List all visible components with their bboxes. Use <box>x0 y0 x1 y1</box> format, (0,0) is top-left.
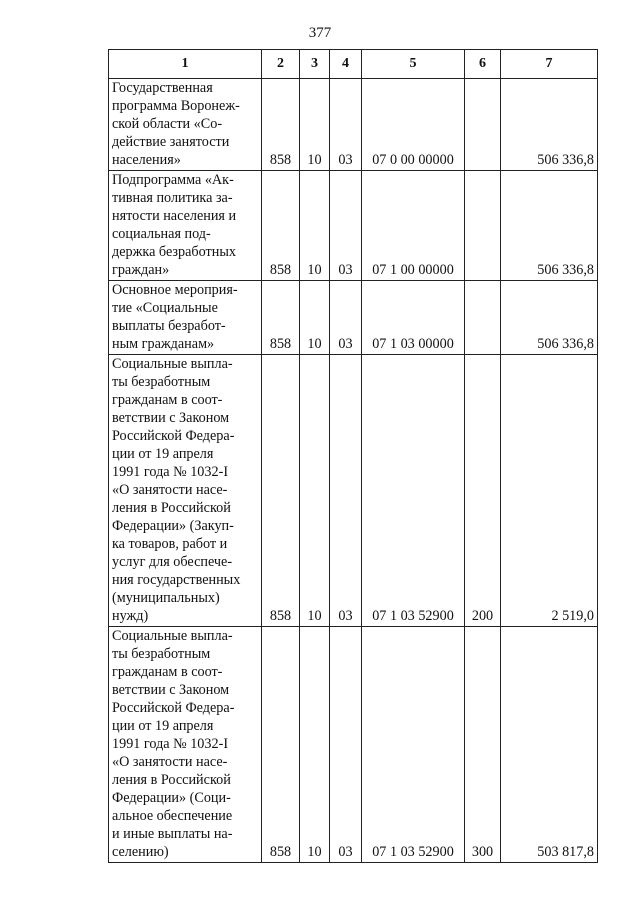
row-section-code: 10 <box>300 171 330 281</box>
row-subsection-code: 03 <box>330 171 362 281</box>
row-section-code: 10 <box>300 627 330 863</box>
row-department-code: 858 <box>262 355 300 627</box>
row-expense-type: 300 <box>465 627 501 863</box>
row-department-code: 858 <box>262 171 300 281</box>
row-amount: 506 336,8 <box>501 171 598 281</box>
row-subsection-code: 03 <box>330 281 362 355</box>
row-target-article: 07 1 03 52900 <box>362 355 465 627</box>
row-expense-type <box>465 281 501 355</box>
header-col-3: 3 <box>300 50 330 79</box>
row-name: Социальные выпла- ты безработным гражданам в соот- ветствии с Законом Российской Федера- ции от 19 апреля 1991 года № 1032-I «О занятости насе- ления в Российской Федерации» (Соци- альное обеспечение и иные выплаты на- селению) <box>109 627 262 863</box>
row-name: Социальные выпла- ты безработным гражданам в соот- ветствии с Законом Российской Федера- ции от 19 апреля 1991 года № 1032-I «О занятости насе- ления в Российской Федерации» (Закуп- ка товаров, работ и услуг для обеспече- ния государственных (муниципальных) нужд) <box>109 355 262 627</box>
row-subsection-code: 03 <box>330 355 362 627</box>
row-name: Основное мероприя- тие «Социальные выплаты безработ- ным гражданам» <box>109 281 262 355</box>
header-col-4: 4 <box>330 50 362 79</box>
table-row <box>109 355 598 627</box>
row-amount: 506 336,8 <box>501 79 598 171</box>
row-section-code: 10 <box>300 355 330 627</box>
page-number: 377 <box>308 25 332 41</box>
row-name: Подпрограмма «Ак- тивная политика за- нятости населения и социальная под- держка безработных граждан» <box>109 171 262 281</box>
header-col-7: 7 <box>501 50 598 79</box>
header-col-6: 6 <box>465 50 501 79</box>
header-col-2: 2 <box>262 50 300 79</box>
row-amount: 503 817,8 <box>501 627 598 863</box>
row-department-code: 858 <box>262 281 300 355</box>
row-expense-type <box>465 171 501 281</box>
row-department-code: 858 <box>262 79 300 171</box>
row-amount: 506 336,8 <box>501 281 598 355</box>
header-col-1: 1 <box>109 50 262 79</box>
table-row <box>109 171 598 281</box>
header-col-5: 5 <box>362 50 465 79</box>
row-subsection-code: 03 <box>330 627 362 863</box>
row-amount: 2 519,0 <box>501 355 598 627</box>
row-section-code: 10 <box>300 79 330 171</box>
budget-table <box>108 49 598 863</box>
table-row <box>109 281 598 355</box>
row-subsection-code: 03 <box>330 79 362 171</box>
row-name: Государственная программа Воронеж- ской области «Со- действие занятости населения» <box>109 79 262 171</box>
row-expense-type: 200 <box>465 355 501 627</box>
row-section-code: 10 <box>300 281 330 355</box>
row-target-article: 07 1 03 52900 <box>362 627 465 863</box>
row-target-article: 07 1 03 00000 <box>362 281 465 355</box>
row-target-article: 07 0 00 00000 <box>362 79 465 171</box>
row-department-code: 858 <box>262 627 300 863</box>
row-expense-type <box>465 79 501 171</box>
table-header-row <box>109 50 598 79</box>
table-row <box>109 79 598 171</box>
table-row <box>109 627 598 863</box>
row-target-article: 07 1 00 00000 <box>362 171 465 281</box>
